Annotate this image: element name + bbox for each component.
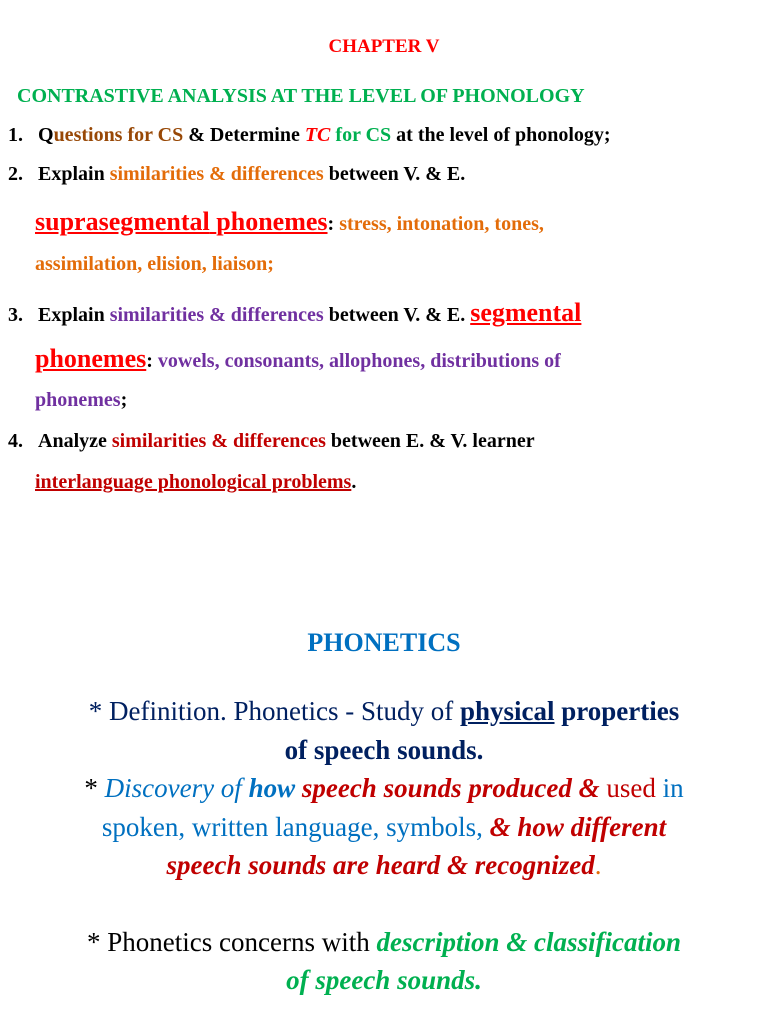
term-phonemes: phonemes	[35, 344, 147, 373]
item-text: similarities & differences	[111, 430, 326, 452]
chapter-subtitle: CONTRASTIVE ANALYSIS AT THE LEVEL OF PHONOLOGY	[17, 85, 585, 107]
item-number: 1.	[8, 124, 23, 146]
concerns-text: * Phonetics concerns with	[87, 927, 377, 957]
discovery-text: speech sounds are heard & recognized	[166, 850, 595, 880]
concerns-text: description & classification	[376, 927, 681, 957]
discovery-text: in	[655, 773, 684, 803]
section-heading: PHONETICS	[307, 628, 461, 657]
item-text: phonemes	[35, 389, 121, 411]
item-text: between V. & E.	[323, 304, 471, 326]
item-text: uestions for CS	[53, 124, 184, 146]
item-number: 2.	[8, 163, 23, 185]
item-text: .	[351, 471, 357, 493]
item-text: stress, intonation, tones,	[334, 213, 544, 235]
chapter-title: CHAPTER V	[328, 36, 440, 57]
item-number: 3.	[8, 304, 23, 326]
item-text: for CS	[330, 124, 392, 146]
item-text: between V. & E.	[323, 163, 466, 185]
discovery-text: used	[599, 773, 656, 803]
item-text: similarities & differences	[109, 163, 324, 185]
definition-text: * Definition. Phonetics - Study of	[88, 696, 460, 726]
item-text: Explain	[38, 304, 110, 326]
list-item	[8, 124, 611, 147]
definition-line	[0, 696, 768, 727]
concerns-line: of speech sounds.	[286, 965, 482, 995]
list-item-continuation	[35, 344, 561, 374]
discovery-line	[0, 812, 768, 843]
list-item-continuation: assimilation, elision, liaison;	[35, 253, 274, 275]
definition-text: properties	[554, 696, 680, 726]
item-text: :	[327, 213, 335, 235]
discovery-line	[0, 850, 768, 881]
item-text: Q	[38, 124, 54, 146]
item-text: TC	[304, 124, 331, 146]
definition-term: physical	[459, 696, 555, 726]
discovery-text: & how different	[489, 812, 667, 842]
discovery-text: how	[248, 773, 296, 803]
item-text: Analyze	[38, 430, 112, 452]
discovery-text: speech sounds produced &	[295, 773, 600, 803]
item-text: at the level of phonology;	[391, 124, 611, 146]
concerns-line	[0, 927, 768, 958]
item-number: 4.	[8, 430, 23, 452]
discovery-line	[0, 773, 768, 804]
list-item-continuation	[35, 389, 127, 412]
list-item-continuation	[35, 207, 544, 237]
term-interlanguage: interlanguage phonological problems	[35, 471, 352, 493]
definition-line: of speech sounds.	[284, 735, 484, 765]
term-suprasegmental: suprasegmental	[35, 207, 210, 236]
discovery-text: Discovery of	[104, 773, 249, 803]
item-text: & Determine	[183, 124, 305, 146]
discovery-text: *	[84, 773, 105, 803]
discovery-text: .	[594, 850, 602, 880]
item-text: vowels, consonants, allophones, distributions of	[152, 350, 561, 372]
list-item-continuation	[35, 471, 356, 494]
term-segmental: segmental	[470, 298, 582, 327]
item-text: Explain	[38, 163, 110, 185]
item-text: ;	[120, 389, 128, 411]
list-item	[8, 430, 535, 453]
discovery-text: spoken, written language, symbols,	[101, 812, 490, 842]
item-text: similarities & differences	[109, 304, 324, 326]
term-phonemes: phonemes	[216, 207, 328, 236]
item-text: :	[146, 350, 153, 372]
item-text: between E. & V. learner	[325, 430, 535, 452]
list-item	[8, 163, 465, 186]
list-item	[8, 298, 581, 328]
